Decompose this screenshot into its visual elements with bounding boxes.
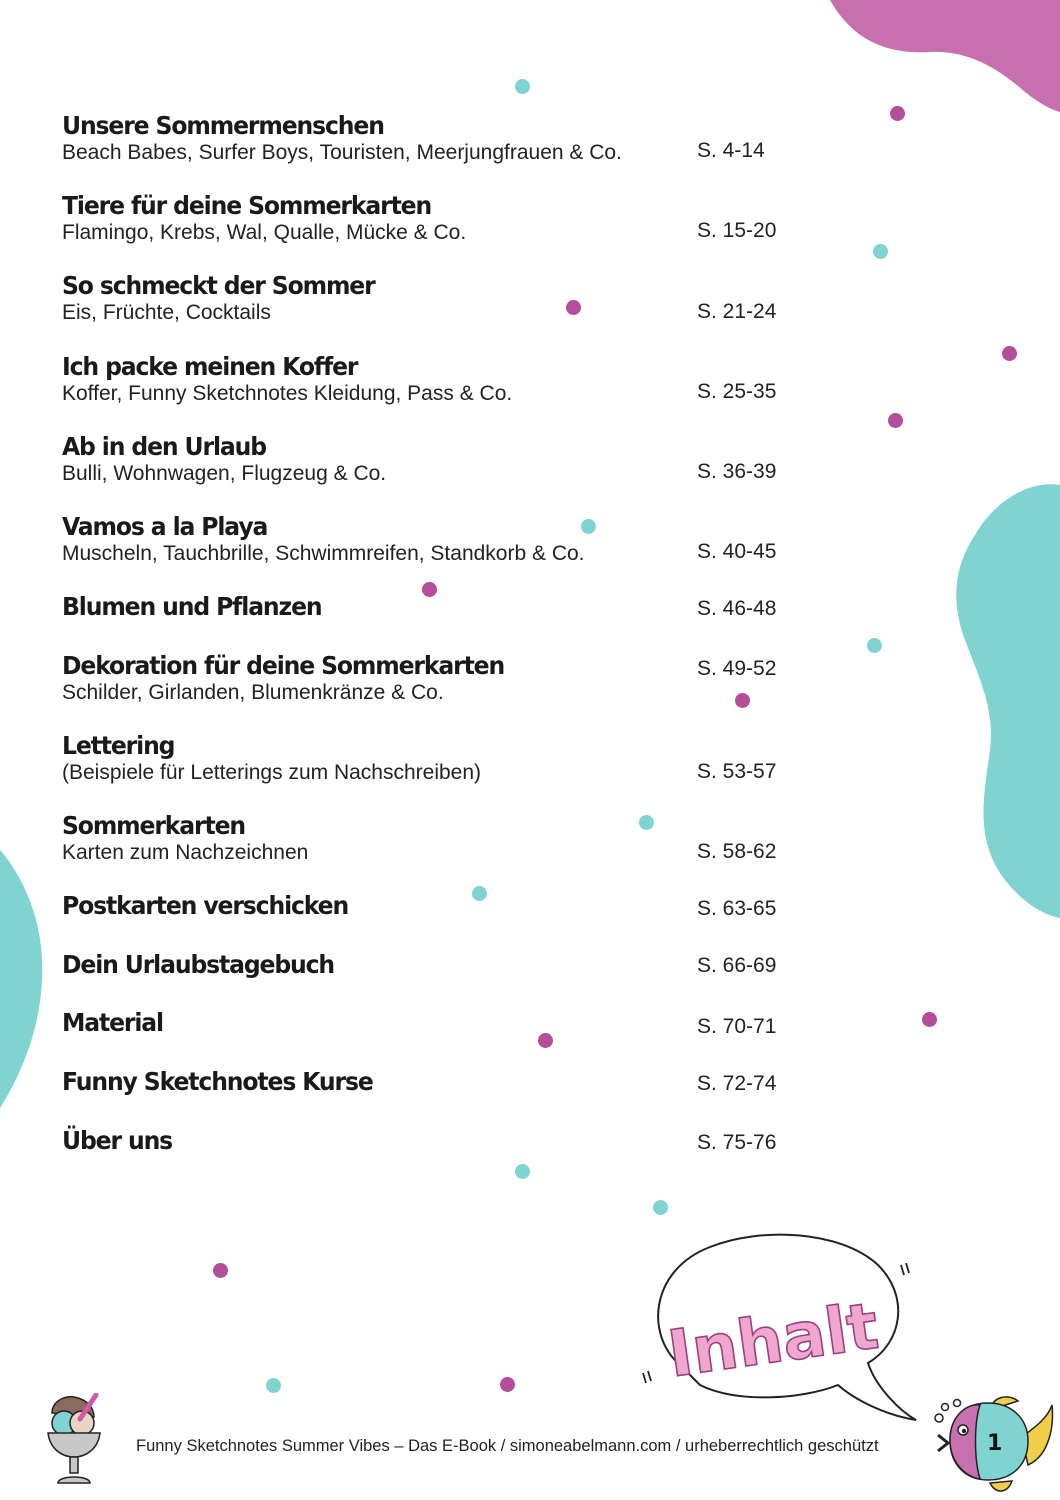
- toc-entry-pages: S. 63-65: [697, 897, 777, 920]
- ice-cream-cup-icon: [44, 1393, 104, 1488]
- toc-entry: [62, 732, 782, 786]
- toc-entry: [62, 1127, 782, 1155]
- toc-entry-title: Funny Sketchnotes Kurse: [62, 1067, 373, 1096]
- fish-icon: [930, 1355, 1055, 1495]
- toc-entry: [62, 433, 782, 487]
- footer-text: Funny Sketchnotes Summer Vibes – Das E-Book / simoneabelmann.com / urheberrechtlich geschützt: [136, 1437, 879, 1455]
- toc-entry-title: Ich packe meinen Koffer: [62, 352, 358, 381]
- toc-entry-pages: S. 75-76: [697, 1131, 777, 1154]
- pink-dot: [890, 106, 905, 121]
- toc-entry-title: Sommerkarten: [62, 811, 246, 840]
- toc-entry-title: Vamos a la Playa: [62, 512, 268, 541]
- toc-entry-subtitle: Eis, Früchte, Cocktails: [62, 301, 271, 324]
- toc-entry: [62, 652, 782, 706]
- toc-entry: [62, 112, 782, 166]
- teal-dot: [867, 638, 882, 653]
- toc-entry: [62, 892, 782, 920]
- teal-dot: [653, 1200, 668, 1215]
- toc-entry-subtitle: Schilder, Girlanden, Blumenkränze & Co.: [62, 681, 444, 704]
- toc-entry-title: Material: [62, 1008, 163, 1037]
- teal-dot: [266, 1378, 281, 1393]
- toc-entry-title: Ab in den Urlaub: [62, 432, 266, 461]
- toc-entry-subtitle: Koffer, Funny Sketchnotes Kleidung, Pass & Co.: [62, 382, 513, 405]
- toc-entry-subtitle: Muscheln, Tauchbrille, Schwimmreifen, Standkorb & Co.: [62, 542, 585, 565]
- toc-entry-title: Postkarten verschicken: [62, 891, 349, 920]
- pink-dot: [1002, 346, 1017, 361]
- toc-entry-title: Dein Urlaubstagebuch: [62, 950, 335, 979]
- toc-entry-subtitle: (Beispiele für Letterings zum Nachschreiben): [62, 761, 482, 784]
- toc-entry-subtitle: Karten zum Nachzeichnen: [62, 841, 309, 864]
- toc-entry: [62, 192, 782, 246]
- toc-entry: [62, 951, 782, 979]
- toc-entry: [62, 272, 782, 326]
- toc-entry-subtitle: Bulli, Wohnwagen, Flugzeug & Co.: [62, 462, 387, 485]
- toc-entry-pages: S. 21-24: [697, 300, 777, 323]
- speech-bubble-icon: [640, 1225, 920, 1425]
- bubble-label: Inhalt: [663, 1289, 883, 1393]
- toc-entry: [62, 812, 782, 866]
- toc-entry-pages: S. 58-62: [697, 840, 777, 863]
- toc-entry: [62, 513, 782, 567]
- toc-entry: [62, 1009, 782, 1037]
- toc-entry-title: So schmeckt der Sommer: [62, 271, 375, 300]
- toc-entry-title: Blumen und Pflanzen: [62, 592, 322, 621]
- toc-entry-pages: S. 15-20: [697, 219, 777, 242]
- toc-entry-title: Lettering: [62, 731, 175, 760]
- teal-blob-right: [945, 480, 1060, 920]
- teal-dot: [873, 244, 888, 259]
- pink-dot: [888, 413, 903, 428]
- teal-dot: [515, 79, 530, 94]
- teal-blob-left: [0, 850, 50, 1110]
- toc-entry-title: Über uns: [62, 1126, 173, 1155]
- toc-entry-pages: S. 46-48: [697, 597, 777, 620]
- toc-entry-pages: S. 4-14: [697, 139, 765, 162]
- toc-entry-pages: S. 66-69: [697, 954, 777, 977]
- toc-entry: [62, 1068, 782, 1096]
- pink-dot: [922, 1012, 937, 1027]
- pink-dot: [500, 1377, 515, 1392]
- toc-entry-title: Dekoration für deine Sommerkarten: [62, 651, 505, 680]
- pink-dot: [213, 1263, 228, 1278]
- toc-entry-pages: S. 49-52: [697, 657, 777, 680]
- toc-entry-pages: S. 72-74: [697, 1072, 777, 1095]
- toc-entry-subtitle: Flamingo, Krebs, Wal, Qualle, Mücke & Co.: [62, 221, 467, 244]
- toc-entry: [62, 353, 782, 407]
- toc-entry-pages: S. 36-39: [697, 460, 777, 483]
- teal-dot: [515, 1164, 530, 1179]
- toc-entry-pages: S. 25-35: [697, 380, 777, 403]
- toc-entry-pages: S. 70-71: [697, 1015, 777, 1038]
- toc-entry-title: Tiere für deine Sommerkarten: [62, 191, 432, 220]
- toc-entry-title: Unsere Sommermenschen: [62, 111, 384, 140]
- toc-entry-subtitle: Beach Babes, Surfer Boys, Touristen, Meerjungfrauen & Co.: [62, 141, 622, 164]
- toc-entry-pages: S. 53-57: [697, 760, 777, 783]
- pink-blob-top-right: [820, 0, 1060, 115]
- toc-entry: [62, 593, 782, 621]
- page-number: 1: [987, 1431, 1003, 1456]
- toc-entry-pages: S. 40-45: [697, 540, 777, 563]
